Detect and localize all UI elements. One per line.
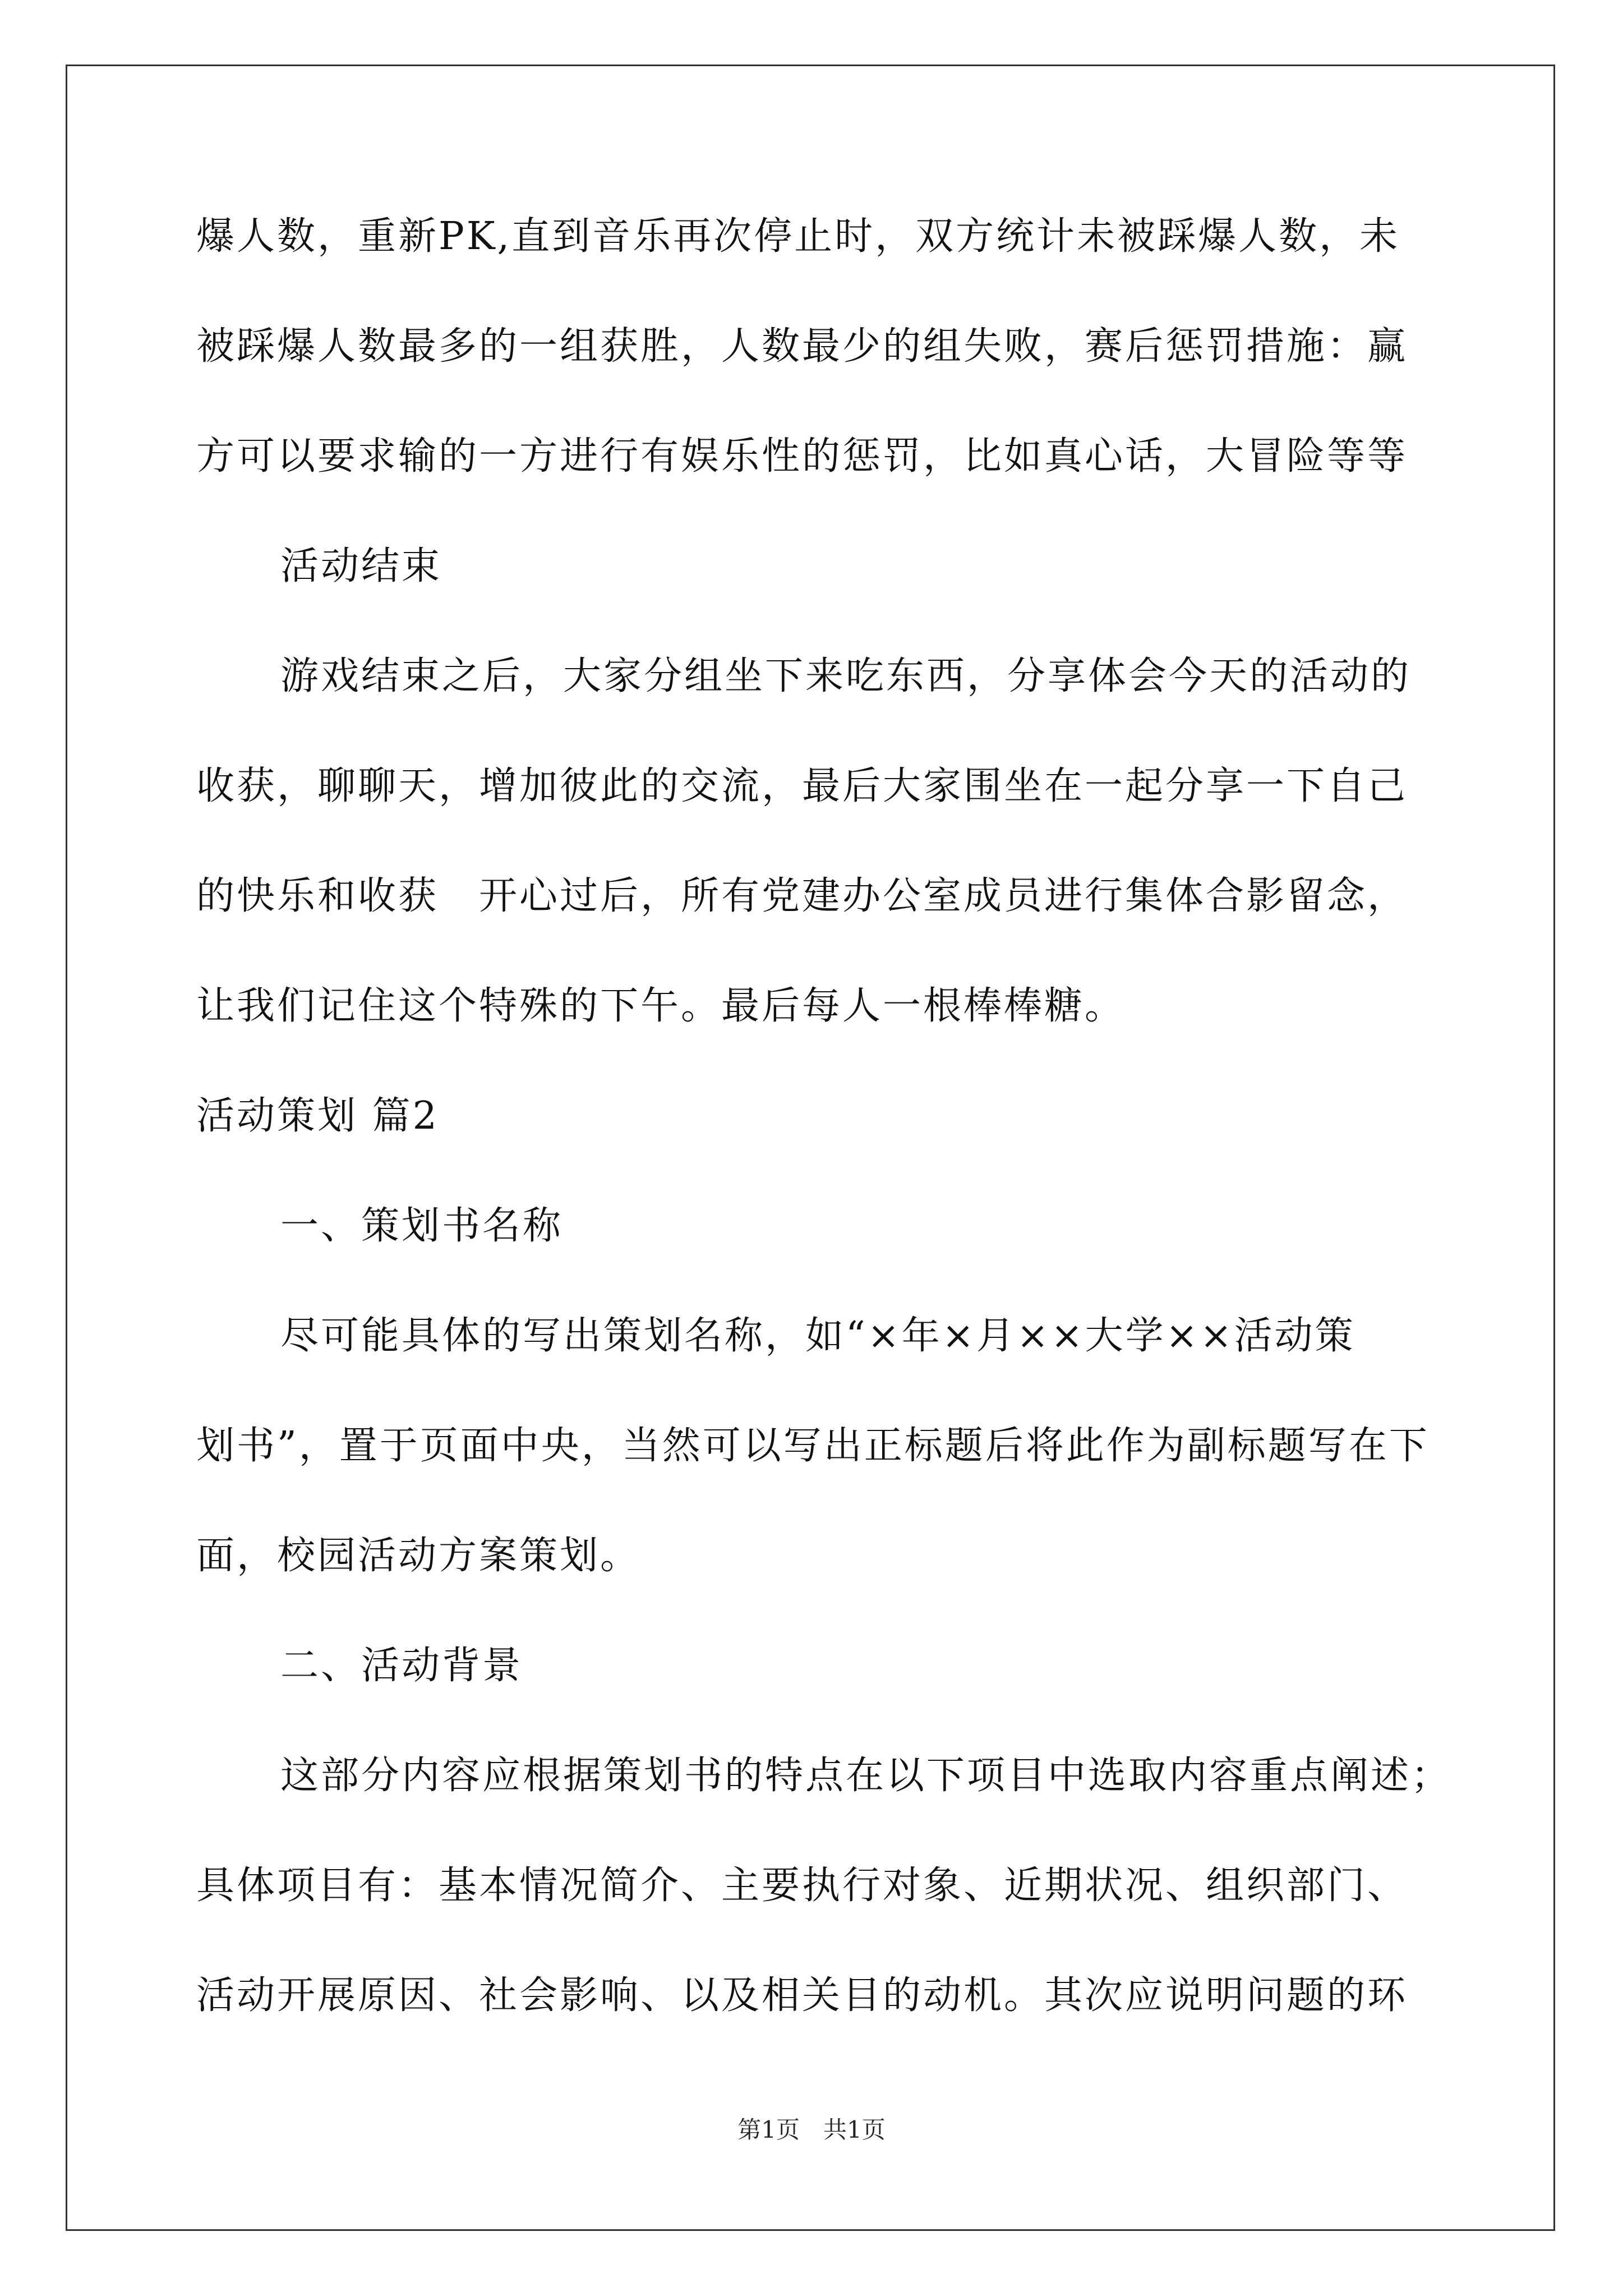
body-line: 游戏结束之后，大家分组坐下来吃东西，分享体会今天的活动的 <box>280 654 1412 698</box>
body-line: 具体项目有：基本情况简介、主要执行对象、近期状况、组织部门、 <box>196 1864 1408 1908</box>
body-line: 尽可能具体的写出策划名称，如“×年×月××大学××活动策 <box>280 1314 1355 1358</box>
body-line: 收获，聊聊天，增加彼此的交流，最后大家围坐在一起分享一下自己 <box>196 764 1408 808</box>
article-title: 活动策划 篇2 <box>196 1094 439 1138</box>
body-line: 这部分内容应根据策划书的特点在以下项目中选取内容重点阐述； <box>280 1754 1452 1798</box>
body-line: 的快乐和收获 开心过后，所有党建办公室成员进行集体合影留念， <box>196 874 1408 918</box>
body-line: 面，校园活动方案策划。 <box>196 1534 641 1578</box>
section-heading: 活动结束 <box>280 544 442 588</box>
page-number: 第1页 共1页 <box>737 2116 886 2143</box>
body-line: 被踩爆人数最多的一组获胜，人数最少的组失败，赛后惩罚措施：赢 <box>196 324 1408 369</box>
body-line: 爆人数，重新PK,直到音乐再次停止时，双方统计未被踩爆人数，未 <box>196 214 1400 259</box>
body-line: 划书”，置于页面中央，当然可以写出正标题后将此作为副标题写在下 <box>196 1424 1430 1468</box>
body-line: 方可以要求输的一方进行有娱乐性的惩罚，比如真心话，大冒险等等 <box>196 434 1408 478</box>
body-line: 让我们记住这个特殊的下午。最后每人一根棒棒糖。 <box>196 984 1126 1028</box>
body-line: 活动开展原因、社会影响、以及相关目的动机。其次应说明问题的环 <box>196 1973 1408 2018</box>
section-heading: 一、策划书名称 <box>280 1204 564 1248</box>
section-heading: 二、活动背景 <box>280 1644 523 1688</box>
